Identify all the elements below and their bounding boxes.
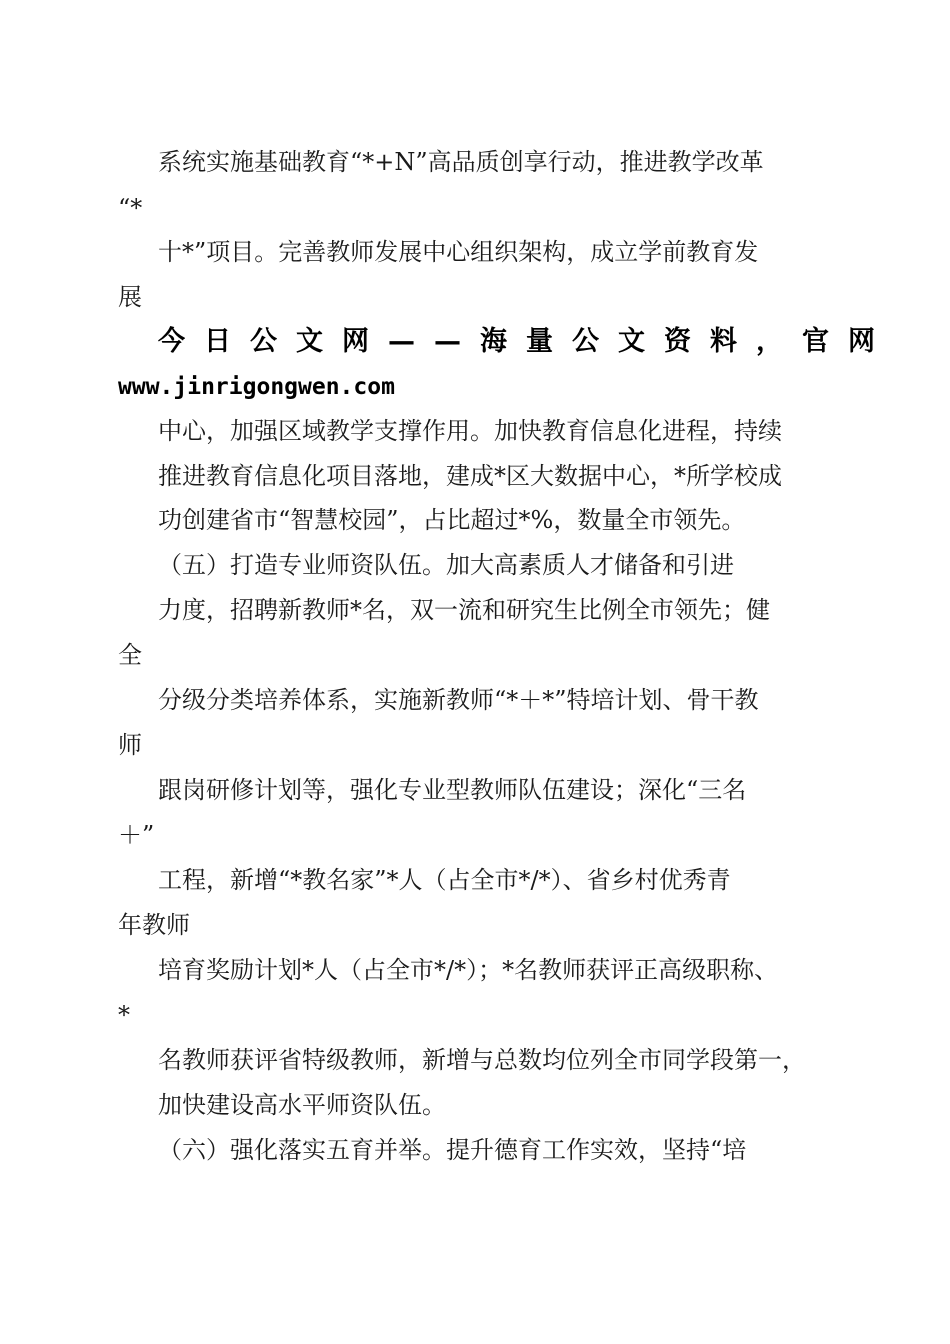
text-line: 展	[118, 283, 142, 311]
text-line: 师	[118, 731, 142, 759]
text-line: 名教师获评省特级教师，新增与总数均位列全市同学段第一，	[158, 1046, 806, 1074]
text-line: 系统实施基础教育“*+N”高品质创享行动，推进教学改革	[158, 148, 764, 176]
text-line: “*	[118, 194, 143, 222]
text-line: 力度，招聘新教师*名，双一流和研究生比例全市领先；健	[158, 596, 770, 624]
text-line: 工程，新增“*教名家”*人（占全市*/*）、省乡村优秀青	[158, 866, 731, 894]
text-line: 推进教育信息化项目落地，建成*区大数据中心，*所学校成	[158, 462, 782, 490]
text-line: 全	[118, 641, 142, 669]
text-line: 十*”项目。完善教师发展中心组织架构，成立学前教育发	[158, 238, 759, 266]
text-line: 功创建省市“智慧校园”，占比超过*%，数量全市领先。	[158, 506, 746, 534]
text-line: 培育奖励计划*人（占全市*/*）；*名教师获评正高级职称、	[158, 956, 779, 984]
text-line: 中心，加强区域教学支撑作用。加快教育信息化进程，持续	[158, 417, 782, 445]
section-heading-line: （五）打造专业师资队伍。加大高素质人才储备和引进	[158, 551, 734, 579]
text-line: 分级分类培养体系，实施新教师“*＋*”特培计划、骨干教	[158, 686, 759, 714]
section-heading-line: （六）强化落实五育并举。提升德育工作实效，坚持“培	[158, 1136, 747, 1164]
text-line: *	[118, 1001, 130, 1029]
text-line: 年教师	[118, 911, 190, 939]
text-line: 跟岗研修计划等，强化专业型教师队伍建设；深化“三名	[158, 776, 747, 804]
text-line: ＋”	[118, 821, 155, 849]
text-line: 加快建设高水平师资队伍。	[158, 1091, 446, 1119]
watermark-url[interactable]: www.jinrigongwen.com	[118, 374, 395, 400]
watermark-title: 今日公文网——海量公文资料，官网	[158, 326, 894, 357]
